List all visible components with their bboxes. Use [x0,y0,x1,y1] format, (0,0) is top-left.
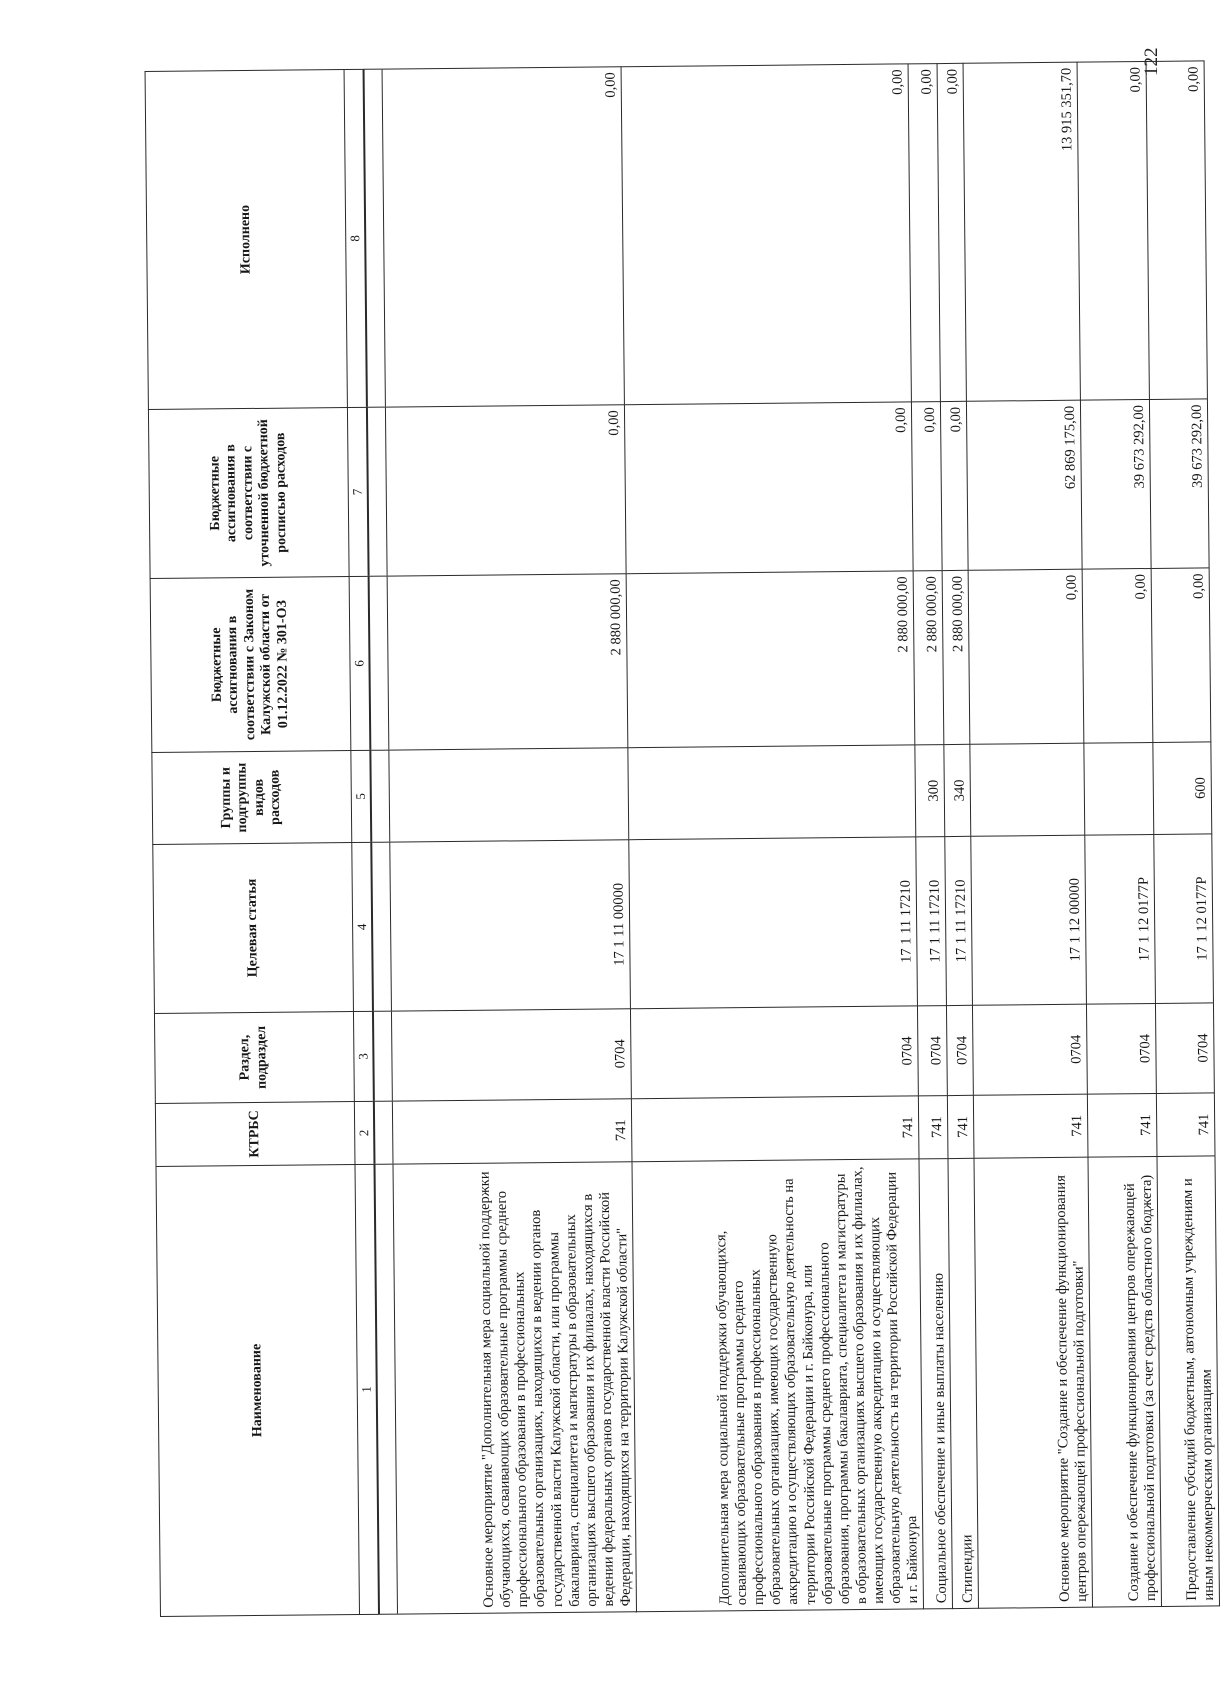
row-ktrbs: 741 [1157,1093,1215,1157]
column-number: 2 [354,1101,375,1164]
row-executed: 13 915 351,70 [963,62,1080,401]
row-ktrbs: 741 [1087,1093,1157,1157]
row-target: 17 1 11 17210 [629,837,918,1009]
column-number: 7 [347,407,369,576]
row-target: 17 1 12 00000 [971,835,1086,1005]
row-law-allocation: 2 880 000,00 [626,571,915,748]
header-section: Раздел, подраздел [154,1012,354,1104]
row-target: 17 1 11 17210 [945,836,973,1005]
header-refined-allocation: Бюджетные ассигнования в соответствии с уточненной бюджетной росписью расходов [148,408,348,579]
row-executed: 0,00 [621,64,912,405]
header-row [145,70,359,1617]
row-section: 0704 [973,1004,1088,1095]
row-name: Основное мероприятие "Дополнительная мера социальной поддержки обучающихся, осваивающих образовательные программы среднего профессионального образования в профессиональных образовательных организациях, находящихся в ведении органов государственной власти Калужской области, или программы бакалавриата, специалитета и магистратуры в образовательных организациях высшего образования и их филиалах, находящихся в ведении федеральных органов государственной власти Российской Федерации, находящихся на территории Калужской области" [393,1162,637,1614]
row-ktrbs: 741 [392,1099,632,1164]
row-name: Стипендии [948,1158,979,1608]
header-law-allocation: Бюджетные ассигнования в соответствии с Законом Калужской области от 01.12.2022 № 301-ОЗ [150,577,350,753]
row-law-allocation: 0,00 [968,569,1083,744]
header-executed: Исполнено [145,70,347,410]
header-ktrbs: КТРБС [155,1102,354,1167]
row-target: 17 1 12 0177Р [1085,834,1156,1004]
row-section: 0704 [1156,1003,1214,1094]
row-law-allocation: 2 880 000,00 [913,571,943,745]
table-row [382,67,637,1614]
row-refined-allocation: 0,00 [940,401,968,570]
row-section: 0704 [391,1009,631,1101]
row-group [1084,742,1154,835]
row-law-allocation: 0,00 [1152,568,1211,743]
row-group [389,748,629,842]
row-name: Социальное обеспечение и иные выплаты населению [919,1159,952,1609]
row-name: Основное мероприятие "Создание и обеспечение функционирования центров опережающей профессиональной подготовки" [974,1157,1092,1608]
row-section: 0704 [918,1006,948,1096]
row-refined-allocation: 0,00 [912,402,942,571]
table-row [963,62,1092,1608]
page-number: 122 [1141,47,1162,76]
header-name: Наименование [156,1165,359,1617]
row-law-allocation: 2 880 000,00 [387,574,628,750]
table-row [621,64,924,1612]
row-refined-allocation: 62 869 175,00 [967,400,1082,570]
row-executed: 0,00 [908,64,940,402]
row-group [970,743,1085,836]
row-refined-allocation: 0,00 [625,402,914,574]
row-executed: 0,00 [1077,61,1150,400]
row-ktrbs: 741 [631,1096,919,1162]
row-executed: 0,00 [1147,61,1208,400]
row-section: 0704 [631,1006,919,1099]
row-refined-allocation: 0,00 [385,405,626,576]
row-law-allocation: 0,00 [1082,568,1153,743]
header-target: Целевая статья [153,843,353,1014]
column-number: 5 [351,750,372,842]
row-executed: 0,00 [382,67,625,407]
row-target: 17 1 12 0177Р [1154,834,1213,1004]
budget-table [145,60,1220,1617]
row-ktrbs: 741 [919,1096,948,1159]
header-groups: Группы и подгруппы видов расходов [152,751,352,845]
row-section: 0704 [1087,1003,1157,1094]
row-executed: 0,00 [937,63,967,401]
row-group [628,745,916,840]
row-law-allocation: 2 880 000,00 [942,570,970,744]
rotated-page [145,61,1220,1617]
column-number: 8 [344,69,368,407]
row-group: 600 [1153,742,1211,835]
row-ktrbs: 741 [974,1094,1088,1158]
row-refined-allocation: 39 673 292,00 [1150,399,1209,569]
column-number: 4 [351,842,373,1011]
row-group: 300 [915,745,945,837]
row-section: 0704 [947,1005,974,1095]
column-number: 1 [355,1164,380,1614]
row-name: Дополнительная мера социальной поддержки обучающихся, осваивающих образовательные программы среднего профессионального образования в профессиональных образовательных организациях, имеющих государственную аккредитацию и осуществляющих образовательную деятельность на территории Российской Федерации и г. Байконура, или образовательные программы среднего профессионального образования, программы бакалавриата, специалитета и магистратуры в образовательных организациях высшего образования и их филиалах, имеющих государственную аккредитацию и осуществляющих образовательную деятельность на территории Российской Федерации и г. Байконура [632,1159,924,1612]
row-refined-allocation: 39 673 292,00 [1080,399,1151,569]
column-number: 3 [353,1011,374,1101]
row-target: 17 1 11 00000 [390,840,631,1011]
row-group: 340 [944,744,971,836]
row-name: Предоставление субсидий бюджетным, автономным учреждениям и иным некоммерческим организациям [1157,1156,1219,1607]
row-ktrbs: 741 [947,1095,974,1158]
row-name: Создание и обеспечение функционирования центров опережающей профессиональной подготовки (за счет средств областного бюджета) [1088,1156,1162,1607]
column-number: 6 [349,576,371,750]
row-target: 17 1 11 17210 [916,837,946,1006]
